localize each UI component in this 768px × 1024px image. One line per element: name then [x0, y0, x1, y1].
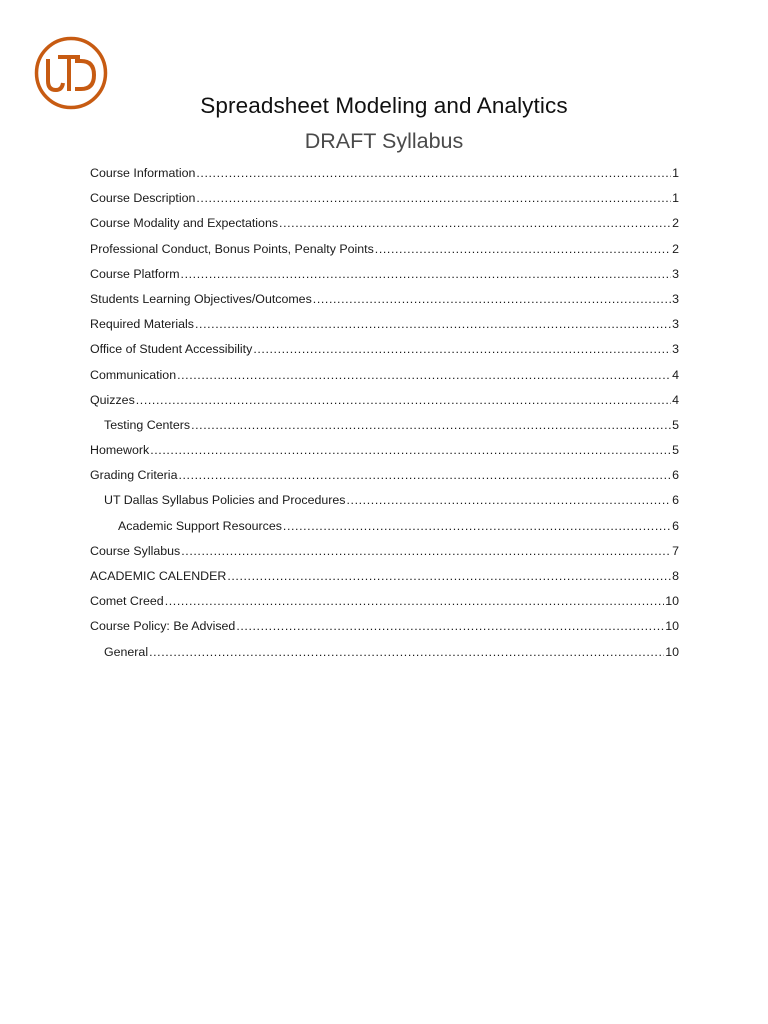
- toc-entry-label: Professional Conduct, Bonus Points, Penalty Points: [90, 241, 374, 256]
- toc-dot-leader: [313, 289, 671, 309]
- toc-dot-leader: [178, 465, 671, 485]
- toc-dot-leader: [375, 239, 671, 259]
- toc-dot-leader: [195, 314, 671, 334]
- toc-entry-label: Quizzes: [90, 392, 135, 407]
- toc-entry-page-number: 6: [672, 468, 679, 483]
- toc-entry-page-number: 8: [672, 569, 679, 583]
- toc-dot-leader: [150, 440, 671, 460]
- toc-entry[interactable]: [90, 387, 679, 412]
- toc-entry-label: Grading Criteria: [90, 468, 178, 483]
- toc-entry[interactable]: [90, 286, 679, 311]
- toc-entry-page-number: 6: [672, 518, 679, 533]
- toc-entry-label: Course Policy: Be Advised: [90, 619, 236, 634]
- toc-dot-leader: [136, 390, 671, 410]
- toc-entry[interactable]: [90, 462, 679, 487]
- toc-entry-page-number: 3: [672, 342, 679, 357]
- toc-entry[interactable]: [90, 538, 679, 563]
- toc-entry-label: Course Information: [90, 166, 196, 180]
- toc-entry-label: General: [104, 644, 149, 659]
- toc-entry-label: Course Syllabus: [90, 543, 181, 558]
- toc-entry-label: Comet Creed: [90, 594, 164, 609]
- toc-entry-label: Academic Support Resources: [118, 518, 282, 533]
- toc-dot-leader: [283, 516, 671, 536]
- toc-entry[interactable]: [90, 513, 679, 538]
- toc-dot-leader: [196, 188, 671, 208]
- toc-entry-page-number: 3: [672, 317, 679, 332]
- toc-entry[interactable]: [90, 639, 679, 664]
- toc-entry-label: Communication: [90, 367, 177, 382]
- toc-entry[interactable]: [90, 563, 679, 588]
- toc-entry[interactable]: [90, 311, 679, 336]
- toc-dot-leader: [181, 541, 671, 561]
- toc-dot-leader: [236, 616, 664, 636]
- toc-entry-page-number: 4: [672, 367, 679, 382]
- toc-dot-leader: [149, 642, 664, 662]
- document-title: Spreadsheet Modeling and Analytics: [200, 93, 568, 118]
- toc-entry[interactable]: [90, 236, 679, 261]
- toc-dot-leader: [253, 339, 671, 359]
- toc-entry-page-number: 10: [665, 644, 679, 659]
- toc-entry-page-number: 10: [665, 594, 679, 609]
- toc-entry-page-number: 5: [672, 443, 679, 458]
- toc-entry[interactable]: [90, 487, 679, 512]
- toc-entry[interactable]: [90, 336, 679, 361]
- toc-entry-page-number: 1: [672, 191, 679, 206]
- toc-entry-page-number: 6: [672, 493, 679, 508]
- toc-entry-label: Course Platform: [90, 266, 180, 281]
- toc-entry-label: Course Modality and Expectations: [90, 216, 279, 231]
- toc-dot-leader: [196, 163, 671, 183]
- toc-entry-page-number: 5: [672, 417, 679, 432]
- toc-entry[interactable]: [90, 412, 679, 437]
- toc-dot-leader: [165, 591, 665, 611]
- toc-entry[interactable]: [90, 210, 679, 235]
- toc-entry-label: ACADEMIC CALENDER: [90, 569, 227, 583]
- toc-dot-leader: [227, 566, 671, 586]
- toc-entry-page-number: 2: [672, 241, 679, 256]
- toc-entry-page-number: 7: [672, 543, 679, 558]
- toc-entry-label: Students Learning Objectives/Outcomes: [90, 291, 312, 306]
- toc-entry-page-number: 1: [672, 166, 679, 180]
- toc-dot-leader: [177, 365, 671, 385]
- toc-entry[interactable]: [90, 588, 679, 613]
- toc-entry[interactable]: [90, 362, 679, 387]
- toc-entry-label: UT Dallas Syllabus Policies and Procedures: [104, 493, 346, 508]
- toc-dot-leader: [347, 490, 672, 510]
- toc-entry-page-number: 3: [672, 266, 679, 281]
- toc-entry[interactable]: [90, 261, 679, 286]
- toc-entry[interactable]: [90, 185, 679, 210]
- toc-entry-label: Homework: [90, 443, 150, 458]
- toc-entry-page-number: 2: [672, 216, 679, 231]
- toc-entry-label: Testing Centers: [104, 417, 191, 432]
- toc-entry[interactable]: [90, 613, 679, 638]
- toc-entry-label: Office of Student Accessibility: [90, 342, 253, 357]
- toc-entry-label: Required Materials: [90, 317, 194, 332]
- toc-entry-page-number: 3: [672, 291, 679, 306]
- toc-entry-label: Course Description: [90, 191, 196, 206]
- table-of-contents: [90, 160, 679, 664]
- toc-entry-page-number: 10: [665, 619, 679, 634]
- toc-entry[interactable]: [90, 437, 679, 462]
- toc-entry[interactable]: [90, 160, 679, 185]
- document-subtitle: DRAFT Syllabus: [304, 129, 464, 153]
- toc-dot-leader: [279, 213, 671, 233]
- toc-dot-leader: [181, 264, 672, 284]
- toc-entry-page-number: 4: [672, 392, 679, 407]
- toc-dot-leader: [191, 415, 671, 435]
